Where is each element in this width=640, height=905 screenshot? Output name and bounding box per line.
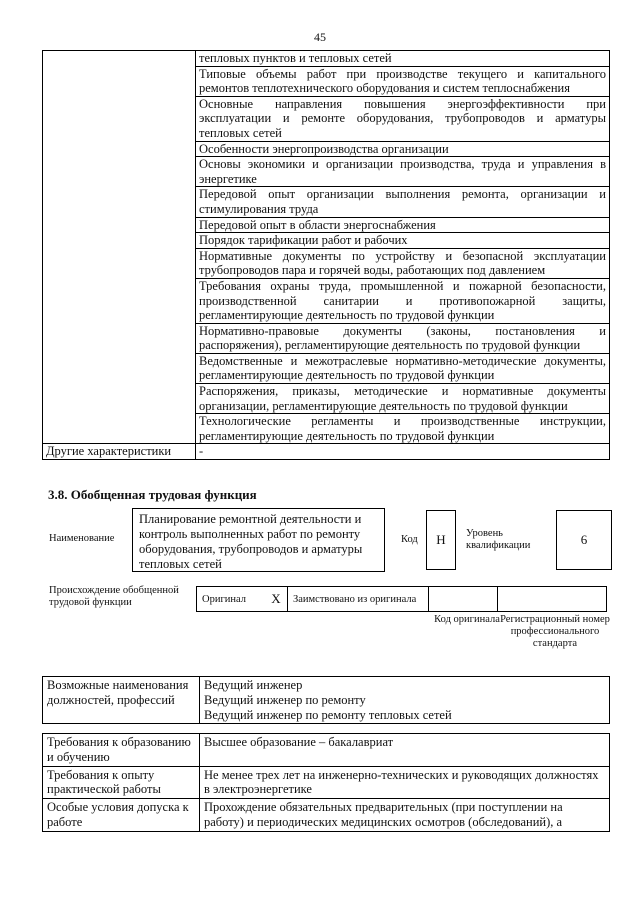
knowledge-item: Передовой опыт в области энергоснабжения [196,217,610,233]
reg-number-cell [498,587,607,612]
knowledge-item: Нормативные документы по устройству и безопасной эксплуатации трубопроводов пара и горячей воды, работающих под давлением [196,248,610,278]
knowledge-item: тепловых пунктов и тепловых сетей [196,51,610,67]
code-label: Код [401,534,418,545]
other-characteristics-row [43,444,610,460]
table-row [43,157,610,187]
borrowed-cell: Заимствовано из оригинала [288,587,429,612]
knowledge-item: Основы экономики и организации производства, труда и управления в энергетике [196,157,610,187]
section-heading: 3.8. Обобщенная трудовая функция [48,487,257,502]
table-row [43,353,610,383]
knowledge-item: Типовые объемы работ при производстве текущего и капитального ремонтов теплотехнического оборудования и систем теплоснабжения [196,66,610,96]
table-row [43,96,610,141]
position-item: Ведущий инженер [204,678,303,692]
knowledge-item: Порядок тарификации работ и рабочих [196,233,610,249]
code-original-label: Код оригинала [434,614,500,625]
table-row [43,278,610,323]
qualification-level-label: Уровень квалификации [466,528,531,551]
knowledge-item: Требования охраны труда, промышленной и пожарной безопасности, производственной санитарии и противопожарной защиты, регламентирующие деятельность по трудовой функции [196,278,610,323]
position-item: Ведущий инженер по ремонту [204,692,366,707]
requirement-label: Особые условия допуска к работе [43,799,200,832]
table-row [43,51,610,67]
other-characteristics-label: Другие характеристики [43,444,196,460]
original-cell: Оригинал [197,587,266,612]
table-row [43,217,610,233]
requirement-value: Не менее трех лет на инженерно-технических и руководящих должностях в электроэнергетике [200,766,610,799]
requirements-table [42,733,610,832]
table-row [43,141,610,157]
other-characteristics-value: - [196,444,610,460]
code-original-cell [429,587,498,612]
table-row [43,323,610,353]
knowledge-item: Нормативно-правовые документы (законы, постановления и распоряжения), регламентирующие деятельность по трудовой функции [196,323,610,353]
table-row [43,233,610,249]
knowledge-table [42,50,610,460]
origin-label: Происхождение обобщенной трудовой функции [49,585,179,608]
table-row [43,187,610,217]
original-mark: X [265,587,288,612]
requirement-label: Требования к образованию и обучению [43,734,200,767]
origin-table [196,586,607,612]
table-row [43,734,610,767]
name-label: Наименование [49,533,115,544]
code-box: H [426,510,456,570]
knowledge-item: Ведомственные и межотраслевые нормативно-методические документы, регламентирующие деятельность по трудовой функции [196,353,610,383]
page-number: 45 [314,30,326,44]
knowledge-item: Особенности энергопроизводства организации [196,141,610,157]
table-row [43,414,610,444]
table-row [43,248,610,278]
qualification-level-box: 6 [556,510,612,570]
table-row [43,66,610,96]
positions-table [42,676,610,724]
knowledge-item: Распоряжения, приказы, методические и нормативные документы организации, регламентирующие деятельность по трудовой функции [196,384,610,414]
requirement-value: Высшее образование – бакалавриат [200,734,610,767]
position-item: Ведущий инженер по ремонту тепловых сетей [204,707,452,722]
positions-values [200,677,610,724]
table-row [43,384,610,414]
knowledge-item: Технологические регламенты и производственные инструкции, регламентирующие деятельность по трудовой функции [196,414,610,444]
reg-number-label: Регистрационный номер профессионального стандарта [500,614,610,649]
requirement-label: Требования к опыту практической работы [43,766,200,799]
requirement-value: Прохождение обязательных предварительных (при поступлении на работу) и периодических медицинских осмотров (обследований), а [200,799,610,832]
table-row [43,766,610,799]
positions-label: Возможные наименования должностей, профессий [43,677,200,724]
function-name-box: Планирование ремонтной деятельности и контроль выполненных работ по ремонту оборудования, трубопроводов и арматуры тепловых сетей [132,508,385,572]
knowledge-item: Передовой опыт организации выполнения ремонта, организации и стимулирования труда [196,187,610,217]
table-row [43,799,610,832]
knowledge-item: Основные направления повышения энергоэффективности при эксплуатации и ремонте оборудования, трубопроводов и арматуры тепловых сетей [196,96,610,141]
table-row [43,677,610,724]
